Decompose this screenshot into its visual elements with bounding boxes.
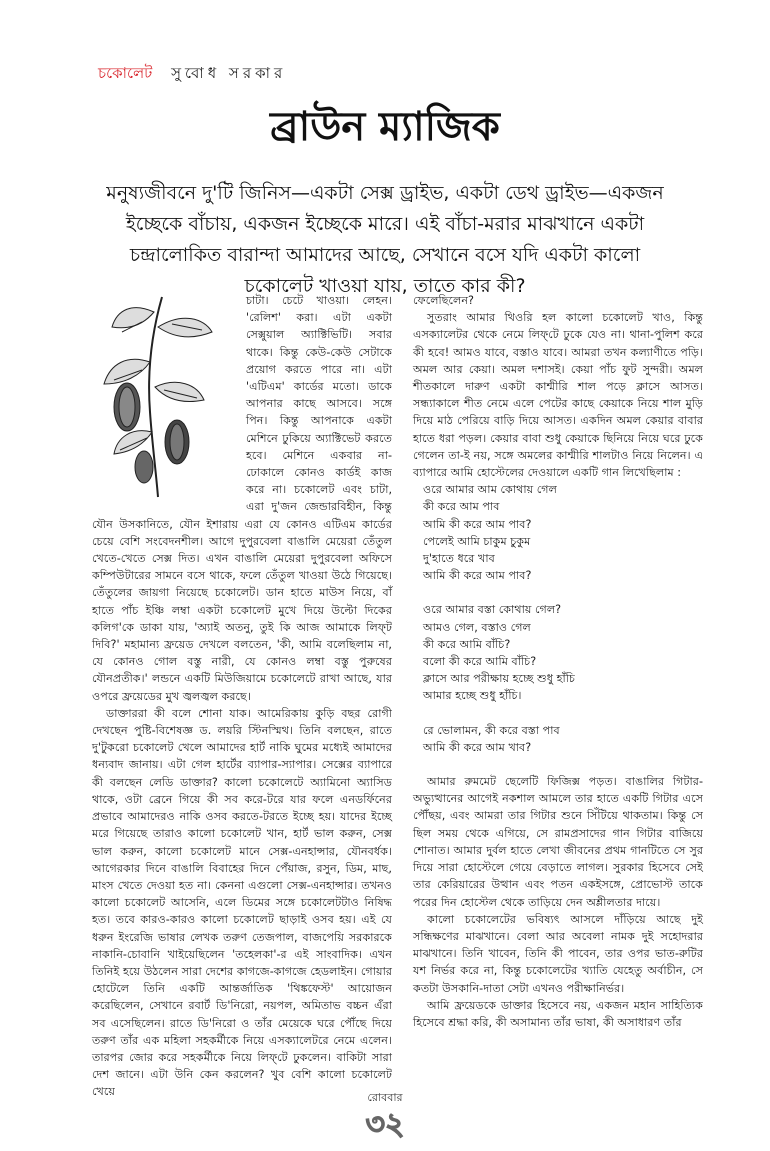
left-paragraph-1: চাটা। চেটে খাওয়া। লেহন। 'রেলিশ' করা। এটা একটা সেক্সুয়াল অ্যাক্টিভিটি। সবার থাকে। কিন্তু কেউ-কেউ সেটাকে প্রয়োগ করতে পারে না। এটা 'এটিএম' কার্ডের মতো। ডাকে আপনার কাছে আসবে। সঙ্গে পিন। কিন্তু আপনাকে একটা মেশিনে ঢুকিয়ে অ্যাক্টিভেট করতে হবে। মেশিনে একবার না-ঢোকালে কোনও কার্ডই কাজ করে না। চকোলেট এবং চাটা, এরা দু'জন জেন্ডারবিহীন, কিন্তু যৌন উসকানিতে, যৌন ইশারায় এরা যে কোনও এটিএম কার্ডের চেয়ে বেশি সংবেদনশীল। আগে দুপুরবেলা বাঙালি মেয়েরা তেঁতুল খেতে-খেতে সেক্স দিত। এখন বাঙালি মেয়েরা দুপুরবেলা অফিসে কম্পিউটারের সামনে বসে থাকে, ফলে তেঁতুল খাওয়া উঠে গিয়েছে। তেঁতুলের জায়গা নিয়েছে চকোলেট। ডান হাতে মাউস নিয়ে, বাঁ হাতে পাঁচ ইঞ্চি লম্বা একটা চকোলেট মুখে দিয়ে উল্টো দিকের কলিগ'কে ডাকা যায়, 'অ্যাই অতনু, তুই কি আজ আমাকে লিফ্‌ট দিবি?' মহামান্য ফ্রয়েড দেখলে বলতেন, 'কী, আমি বলেছিলাম না, যে কোনও গোল বস্তু নারী, যে কোনও লম্বা বস্তু পুরুষের যৌনপ্রতীক।' লন্ডনে একটি মিউজিয়ামে চকোলেটে রাখা আছে, যার ওপরে ফ্রয়েডের মুখ জ্বলজ্বল করছে।: [92, 294, 392, 703]
left-paragraph-2: ডাক্তাররা কী বলে শোনা যাক। আমেরিকায় কুড়ি বছর রোগী দেখছেন পুষ্টি-বিশেষজ্ঞ ড. লয়রি স্টিনস্মিথ। তিনি বলছেন, রাতে দু'টুকরো চকোলেট খেলে আমাদের হার্ট নাকি ঘুমের মধ্যেই আমাদের ধন্যবাদ জানায়। এটা গেল হার্টের ব্যাপার-স্যাপার। সেক্সের ব্যাপারে কী বলছেন লেডি ডাক্তার? কালো চকোলেটে অ্যামিনো অ্যাসিড থাকে, ওটা ব্রেনে গিয়ে কী সব করে-টরে যার ফলে এনডর্ফিনের প্রভাবে আমাদেরও নাকি ওসব করতে-টরতে ইচ্ছে হয়। যাদের ইচ্ছে মরে গিয়েছে তারাও কালো চকোলেট খান, হার্ট ভাল করুন, সেক্স ভাল করুন, কালো চকোলেট মানে সেক্স-এনহান্সার, যৌনবর্ধক। আগেরকার দিনে বাঙালি বিবাহের দিনে পেঁয়াজ, রসুন, ডিম, মাছ, মাংস খেতে দেওয়া হত না। কেননা এগুলো সেক্স-এনহান্সার। তখনও কালো চকোলেট আসেনি, এলে ডিমের সঙ্গে চকোলেটটাও নিষিদ্ধ হত। তবে কারও-কারও কালো চকোলেট ছাড়াই ওসব হয়। এই যে ধরুন ইংরেজি ভাষার লেখক তরুণ তেজপাল, বাজপেয়ি সরকারকে নাকানি-চোবানি খাইয়েছিলেন 'তহেলকা'-র এই সাংবাদিক। এখন তিনিই হয়ে উঠলেন সারা দেশের কাগজে-কাগজে হেডলাইন। গোয়ার হোটেলে তিনি একটি আন্তর্জাতিক 'থিঙ্কফেস্ট' আয়োজন করেছিলেন, সেখানে রবার্ট ডি'নিরো, নয়পল, অমিতাভ বচ্চন এঁরা সব এসেছিলেন। রাতে ডি'নিরো ও তাঁর মেয়েকে ঘরে পৌঁছে দিয়ে তরুণ তাঁর এক মহিলা সহকর্মীকে নিয়ে এসক্যালেটরে নেমে এলেন। তারপর জোর করে সহকর্মীকে নিয়ে লিফ্‌টে ঢুকলেন। বাকিটা সারা দেশ জানে। এটা উনি কেন করলেন? খুব বেশি কালো চকোলেট খেয়ে: [92, 706, 392, 1099]
poem-line: ক্লাসে আর পরীক্ষায় হচ্ছে শুধু হাঁচি: [423, 672, 575, 686]
poem-line: আমও গেল, বস্তাও গেল: [423, 620, 531, 634]
poem-line: কী করে আম পাব: [423, 500, 500, 514]
author-name: সুবোধ সরকার: [171, 64, 287, 82]
poem-stanza-1: [423, 481, 703, 584]
poem-line: ওরে আমার বস্তা কোথায় গেল?: [423, 603, 562, 617]
left-column: [92, 292, 392, 1101]
poem-line: আমি কী করে আম পাব?: [423, 569, 532, 583]
right-paragraph-3: আমার রুমমেট ছেলেটি ফিজিক্স পড়ত। বাঙালির গিটার-অভ্যুত্থানের আগেই নকশাল আমলে তার হাতে একটি গিটার এসে পৌঁছয়, এবং আমরা তার গিটার শুনে সিঁটিয়ে থাকতাম। কিন্তু সে ছিল সময় থেকে এগিয়ে, সে রামপ্রসাদের গান গিটার বাজিয়ে শোনাত। আমার দুর্বল হাতে লেখা জীবনের প্রথম গানটিতে সে সুর দিয়ে সারা হোস্টেলে গেয়ে বেড়াতে লাগল। সুরকার হিসেবে সেই তার কেরিয়ারের উত্থান এবং পতন একইসঙ্গে, প্রোভোস্ট তাকে পরের দিন হোস্টেল থেকে তাড়িয়ে দেন অশ্লীলতার দায়ে।: [413, 775, 703, 909]
cacao-illustration: [92, 292, 240, 502]
poem-line: বলো কী করে আমি বাঁচি?: [423, 655, 537, 669]
poem-line: দু'হাতে ধরে খাব: [423, 552, 495, 566]
poem-line: আমার হচ্ছে শুধু হাঁচি।: [423, 689, 522, 703]
poem-line: রে ভোলামন, কী করে বস্তা পাব: [423, 723, 560, 737]
poem-line: ওরে আমার আম কোথায় গেল: [423, 483, 557, 497]
poem-line: আমি কী করে আম খাব?: [423, 740, 532, 754]
poem-stanza-3: [423, 722, 703, 756]
right-paragraph-4: কালো চকোলেটের ভবিষ্যৎ আসলে দাঁড়িয়ে আছে দুই সন্ধিক্ষণের মাঝখানে। বেলা আর অবেলা নামক দুই সহোদরার মাঝখানে। তিনি খাবেন, তিনি কী পাবেন, তার ওপর ভাত-রুটির যশ নির্ভর করে না, কিন্তু চকোলেটের খ্যাতি যেহেতু অর্বাচীন, সে কতটা উসকানি-দাতা সেটা এখনও পরীক্ষানির্ভর।: [413, 912, 703, 995]
article-title: ব্রাউন ম্যাজিক: [270, 104, 500, 150]
page-number: ৩২: [365, 1107, 405, 1142]
poem-line: পেলেই আমি চাকুম চুকুম: [423, 534, 531, 548]
poem-stanza-2: [423, 601, 703, 704]
poem-line: কী করে আমি বাঁচি?: [423, 637, 511, 651]
right-paragraph-1: ফেলেছিলেন?: [413, 294, 474, 307]
intro-paragraph: মনুষ্যজীবনে দু'টি জিনিস—একটা সেক্স ড্রাইভ, একটা ডেথ ড্রাইভ—একজন ইচ্ছেকে বাঁচায়, একজন ইচ্ছেকে মারে। এই বাঁচা-মরার মাঝখানে একটা চন্দ্রালোকিত বারান্দা আমাদের আছে, সেখানে বসে যদি একটা কালো চকোলেট খাওয়া যায়, তাতে কার কী?: [106, 182, 664, 297]
poem-line: আমি কী করে আম পাব?: [423, 517, 532, 531]
header-kicker: [98, 62, 286, 87]
section-label: চকোলেট: [98, 64, 153, 82]
footer-day: রোববার: [367, 1091, 403, 1104]
right-paragraph-2: সুতরাং আমার থিওরি হল কালো চকোলেট খাও, কিন্তু এসক্যালেটর থেকে নেমে লিফ্‌টে ঢুকে যেও না। থানা-পুলিশ করে কী হবে! আমও যাবে, বস্তাও যাবে। আমরা তখন কল্যাণীতে পড়ি। অমল আর কেয়া। অমল দশাসই। কেয়া পাঁচ ফুট সুন্দরী। অমল শীতকালে দারুণ একটা কাশ্মীরি শাল পড়ে ক্লাসে আসত। সন্ধ্যাকালে শীত নেমে এলে পেটের কাছে কেয়াকে নিয়ে শাল মুড়ি দিয়ে মাঠ পেরিয়ে বাড়ি দিয়ে আসত। একদিন অমল কেয়ার বাবার হাতে ধরা পড়ল। কেয়ার বাবা শুধু কেয়াকে ছিনিয়ে নিয়ে ঘরে ঢুকে গেলেন তা-ই নয়, সঙ্গে অমলের কাশ্মীরি শালটাও নিয়ে নিলেন। এ ব্যাপারে আমি হোস্টেলের দেওয়ালে একটি গান লিখেছিলাম :: [413, 311, 703, 480]
right-paragraph-5: আমি ফ্রয়েডকে ডাক্তার হিসেবে নয়, একজন মহান সাহিত্যিক হিসেবে শ্রদ্ধা করি, কী অসামান্য তাঁর ভাষা, কী অসাধারণ তাঁর: [413, 998, 703, 1029]
right-column: [413, 292, 703, 1031]
